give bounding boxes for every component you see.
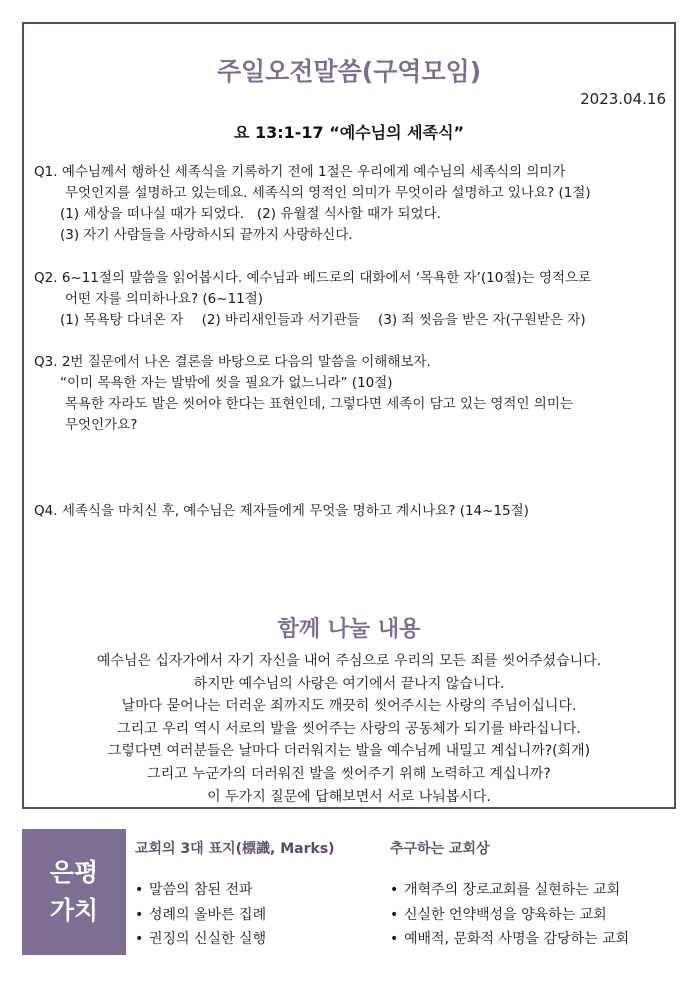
- list-item: • 성례의 올바른 집례: [135, 903, 335, 928]
- church-list: [390, 878, 629, 952]
- question-number: Q2.: [34, 270, 58, 286]
- question-number: Q3.: [34, 354, 58, 370]
- question-number: Q4.: [34, 503, 58, 519]
- share-section-title: 함께 나눌 내용: [277, 617, 421, 642]
- share-line: 날마다 묻어나는 더러운 죄까지도 깨끗히 씻어주시는 사랑의 주님이십니다.: [121, 698, 577, 715]
- question-text: 어떤 자를 의미하나요? (6~11절): [65, 291, 264, 307]
- share-section-body: [24, 650, 674, 808]
- question-text: 무엇인지를 설명하고 있는데요. 세족식의 영적인 의미가 무엇이라 설명하고 있나요? (1절): [65, 185, 591, 201]
- question-number: Q1.: [34, 164, 58, 180]
- page-title: 주일오전말씀(구역모임): [216, 57, 482, 86]
- question-1: [34, 162, 668, 246]
- question-4: [34, 501, 668, 522]
- church-column: [390, 838, 629, 952]
- worksheet-frame: [22, 22, 676, 809]
- values-label-box: [22, 829, 126, 955]
- church-heading: 추구하는 교회상: [390, 841, 490, 857]
- share-line: 그리고 우리 역시 서로의 발을 씻어주는 사랑의 공동체가 되기를 바라십니다.: [117, 720, 581, 737]
- question-text: 세족식을 마치신 후, 예수님은 제자들에게 무엇을 명하고 계시나요? (14~15절): [61, 503, 529, 519]
- question-text: 목욕한 자라도 발은 씻어야 한다는 표현인데, 그렇다면 세족이 담고 있는 영적인 의미는: [65, 396, 573, 412]
- list-item: • 권징의 신실한 실행: [135, 927, 335, 952]
- list-item: • 신실한 언약백성을 양육하는 교회: [390, 903, 629, 928]
- marks-column: [135, 838, 335, 952]
- share-line: 그렇다면 여러분들은 날마다 더러워지는 발을 예수님께 내밀고 계십니까?(회개): [107, 743, 591, 760]
- share-line: 하지만 예수님의 사랑은 여기에서 끝나지 않습니다.: [193, 675, 505, 692]
- question-text: 무엇인가요?: [65, 417, 138, 433]
- answer-option: (1) 세상을 떠나실 때가 되었다. (2) 유월절 식사할 때가 되었다.: [60, 206, 441, 222]
- quote-text: “이미 목욕한 자는 발밖에 씻을 필요가 없느니라” (10절): [60, 375, 393, 391]
- list-item: • 예배적, 문화적 사명을 감당하는 교회: [390, 927, 629, 952]
- question-text: 6~11절의 말씀을 읽어봅시다. 예수님과 베드로의 대화에서 ‘목욕한 자’(10절)는 영적으로: [61, 270, 592, 286]
- marks-heading: 교회의 3대 표지(標識, Marks): [135, 841, 335, 857]
- question-2: [34, 268, 668, 331]
- answer-option: (3) 죄 씻음을 받은 자(구원받은 자): [378, 312, 586, 328]
- date-label: 2023.04.16: [580, 90, 666, 108]
- marks-list: [135, 878, 335, 952]
- values-label-line: 은평: [49, 858, 99, 887]
- share-line: 예수님은 십자가에서 자기 자신을 내어 주심으로 우리의 모든 죄를 씻어주셨습니다.: [96, 653, 602, 669]
- share-line: 이 두가지 질문에 답해보면서 서로 나눠봅시다.: [207, 788, 491, 805]
- list-item: • 개혁주의 장로교회를 실현하는 교회: [390, 878, 629, 903]
- share-line: 그리고 누군가의 더러워진 발을 씻어주기 위해 노력하고 계십니까?: [147, 765, 551, 782]
- question-text: 2번 질문에서 나온 결론을 바탕으로 다음의 말씀을 이해해보자.: [61, 354, 431, 370]
- values-label-line: 가치: [49, 896, 99, 925]
- passage-title: 요 13:1-17 “예수님의 세족식”: [233, 123, 465, 142]
- question-text: 예수님께서 행하신 세족식을 기록하기 전에 1절은 우리에게 예수님의 세족식의 의미가: [61, 164, 566, 180]
- answer-option: (2) 바리새인들과 서기관들: [201, 312, 360, 328]
- list-item: • 말씀의 참된 전파: [135, 878, 335, 903]
- answer-options: [34, 310, 668, 331]
- answer-option: (1) 목욕탕 다녀온 자: [60, 312, 184, 328]
- answer-option: (3) 자기 사람들을 사랑하시되 끝까지 사랑하신다.: [60, 227, 353, 243]
- question-3: [34, 352, 668, 436]
